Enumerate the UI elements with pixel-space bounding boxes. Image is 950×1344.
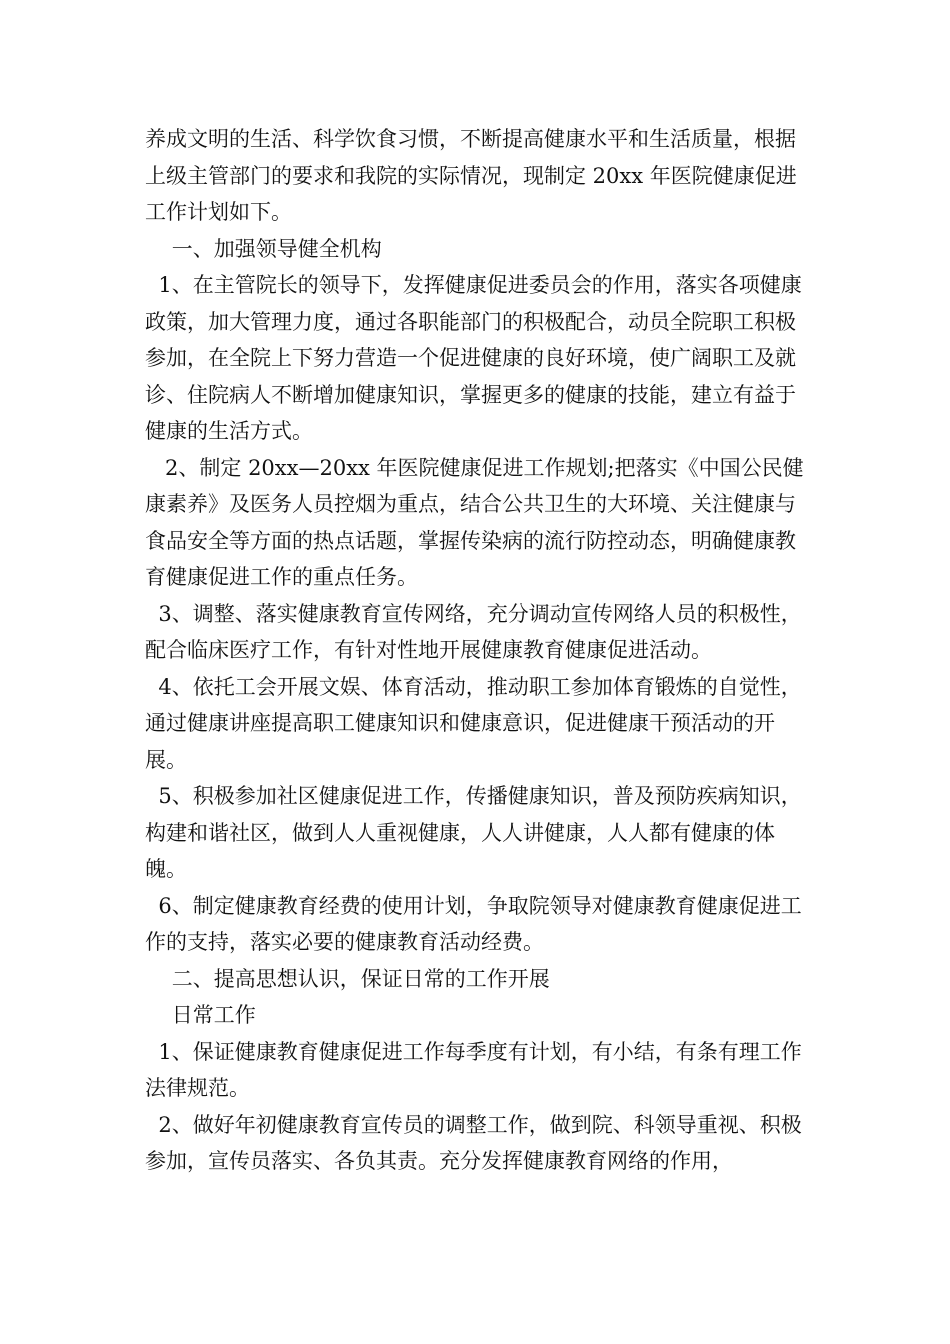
paragraph-item: 2、做好年初健康教育宣传员的调整工作，做到院、科领导重视、积极参加，宣传员落实、各负其责。充分发挥健康教育网络的作用，: [145, 1112, 802, 1173]
paragraph-item: 5、积极参加社区健康促进工作，传播健康知识，普及预防疾病知识，构建和谐社区，做到人人重视健康，人人讲健康，人人都有健康的体魄。: [145, 784, 802, 881]
paragraph-item: 4、依托工会开展文娱、体育活动，推动职工参加体育锻炼的自觉性，通过健康讲座提高职工健康知识和健康意识，促进健康干预活动的开展。: [145, 674, 802, 772]
section-heading-2: 二、提高思想认识，保证日常的工作开展: [145, 966, 550, 991]
document-body: [145, 121, 815, 1180]
paragraph-item: 6、制定健康教育经费的使用计划，争取院领导对健康教育健康促进工作的支持，落实必要的健康教育活动经费。: [145, 893, 802, 954]
paragraph-item: 1、在主管院长的领导下，发挥健康促进委员会的作用，落实各项健康政策，加大管理力度，通过各职能部门的积极配合，动员全院职工积极参加，在全院上下努力营造一个促进健康的良好环境，使广阔职工及就诊、住院病人不断增加健康知识，掌握更多的健康的技能，建立有益于健康的生活方式。: [145, 273, 802, 443]
section-heading-1: 一、加强领导健全机构: [145, 236, 382, 261]
paragraph-item: 1、保证健康教育健康促进工作每季度有计划，有小结，有条有理工作法律规范。: [145, 1039, 802, 1100]
paragraph-item: 3、调整、落实健康教育宣传网络，充分调动宣传网络人员的积极性，配合临床医疗工作，有针对性地开展健康教育健康促进活动。: [145, 601, 802, 662]
subheading-daily-work: 日常工作: [145, 1003, 256, 1027]
paragraph-item: 2、制定 20xx—20xx 年医院健康促进工作规划;把落实《中国公民健康素养》及医务人员控烟为重点，结合公共卫生的大环境、关注健康与食品安全等方面的热点话题，掌握传染病的流行防控动态，明确健康教育健康促进工作的重点任务。: [145, 455, 804, 589]
paragraph-intro: 养成文明的生活、科学饮食习惯，不断提高健康水平和生活质量，根据上级主管部门的要求和我院的实际情况，现制定 20xx 年医院健康促进工作计划如下。: [145, 127, 797, 224]
